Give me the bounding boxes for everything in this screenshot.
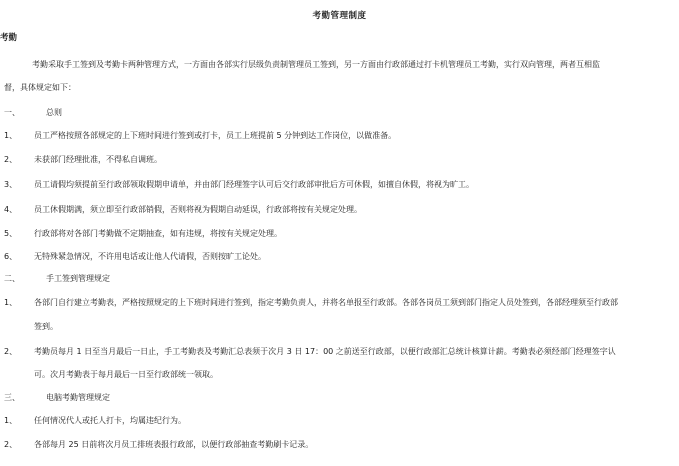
item-number: 3、	[4, 180, 18, 189]
section-1-title: 总则	[46, 108, 62, 117]
item-number: 2、	[4, 347, 18, 356]
item-text: 无特殊紧急情况，不许用电话或让他人代请假，否则按旷工论处。	[34, 252, 266, 261]
section-1-number: 一、	[4, 108, 20, 117]
item-text: 各部门自行建立考勤表，严格按照规定的上下班时间进行签到，指定考勤负责人，并将名单报至行政部。各部各岗员工须到部门指定人员处签到，各部经理须至行政部	[34, 298, 618, 307]
intro-paragraph-line-1: 考勤采取手工签到及考勤卡两种管理方式，一方面由各部实行层级负责制管理员工签到，另一方面由行政部通过打卡机管理员工考勤，实行双向管理，两者互相监	[32, 60, 600, 69]
item-number: 1、	[4, 416, 18, 425]
item-number: 4、	[4, 205, 18, 214]
item-text-continued: 签到。	[34, 322, 58, 331]
item-number: 6、	[4, 252, 18, 261]
item-text: 员工严格按照各部规定的上下班时间进行签到或打卡，员工上班提前 5 分钟到达工作岗位，以做准备。	[34, 131, 397, 140]
item-number: 2、	[4, 440, 18, 449]
item-number: 5、	[4, 229, 18, 238]
section-2-number: 二、	[4, 274, 20, 283]
item-text: 行政部将对各部门考勤做不定期抽查，如有违规，将按有关规定处理。	[34, 229, 282, 238]
item-text: 员工请假均须提前至行政部领取假期申请单，并由部门经理签字认可后交行政部审批后方可休假，如擅自休假，将视为旷工。	[34, 180, 474, 189]
section-2-title: 手工签到管理规定	[46, 274, 110, 283]
section-3-title: 电脑考勤管理规定	[46, 393, 110, 402]
intro-paragraph-line-2: 督，具体规定如下：	[4, 83, 76, 92]
section-3-number: 三、	[4, 393, 20, 402]
item-number: 1、	[4, 298, 18, 307]
item-text: 各部每月 25 日前将次月员工排班表报行政部，以便行政部抽查考勤刷卡记录。	[34, 440, 314, 449]
section-heading: 考勤	[0, 33, 18, 43]
item-text: 员工休假期满，须立即至行政部销假，否则将视为假期自动延误，行政部将按有关规定处理。	[34, 205, 362, 214]
item-text: 任何情况代人或托人打卡，均属违纪行为。	[34, 416, 186, 425]
item-text: 未获部门经理批准，不得私自调班。	[34, 155, 162, 164]
item-number: 2、	[4, 155, 18, 164]
item-text: 考勤员每月 1 日至当月最后一日止，手工考勤表及考勤汇总表须于次月 3 日 17：00 之前送至行政部，以便行政部汇总统计核算计薪。考勤表必须经部门经理签字认	[34, 347, 616, 356]
document-title: 考勤管理制度	[312, 11, 367, 21]
item-number: 1、	[4, 131, 18, 140]
item-text-continued: 可。次月考勤表于每月最后一日至行政部统一领取。	[34, 370, 218, 379]
